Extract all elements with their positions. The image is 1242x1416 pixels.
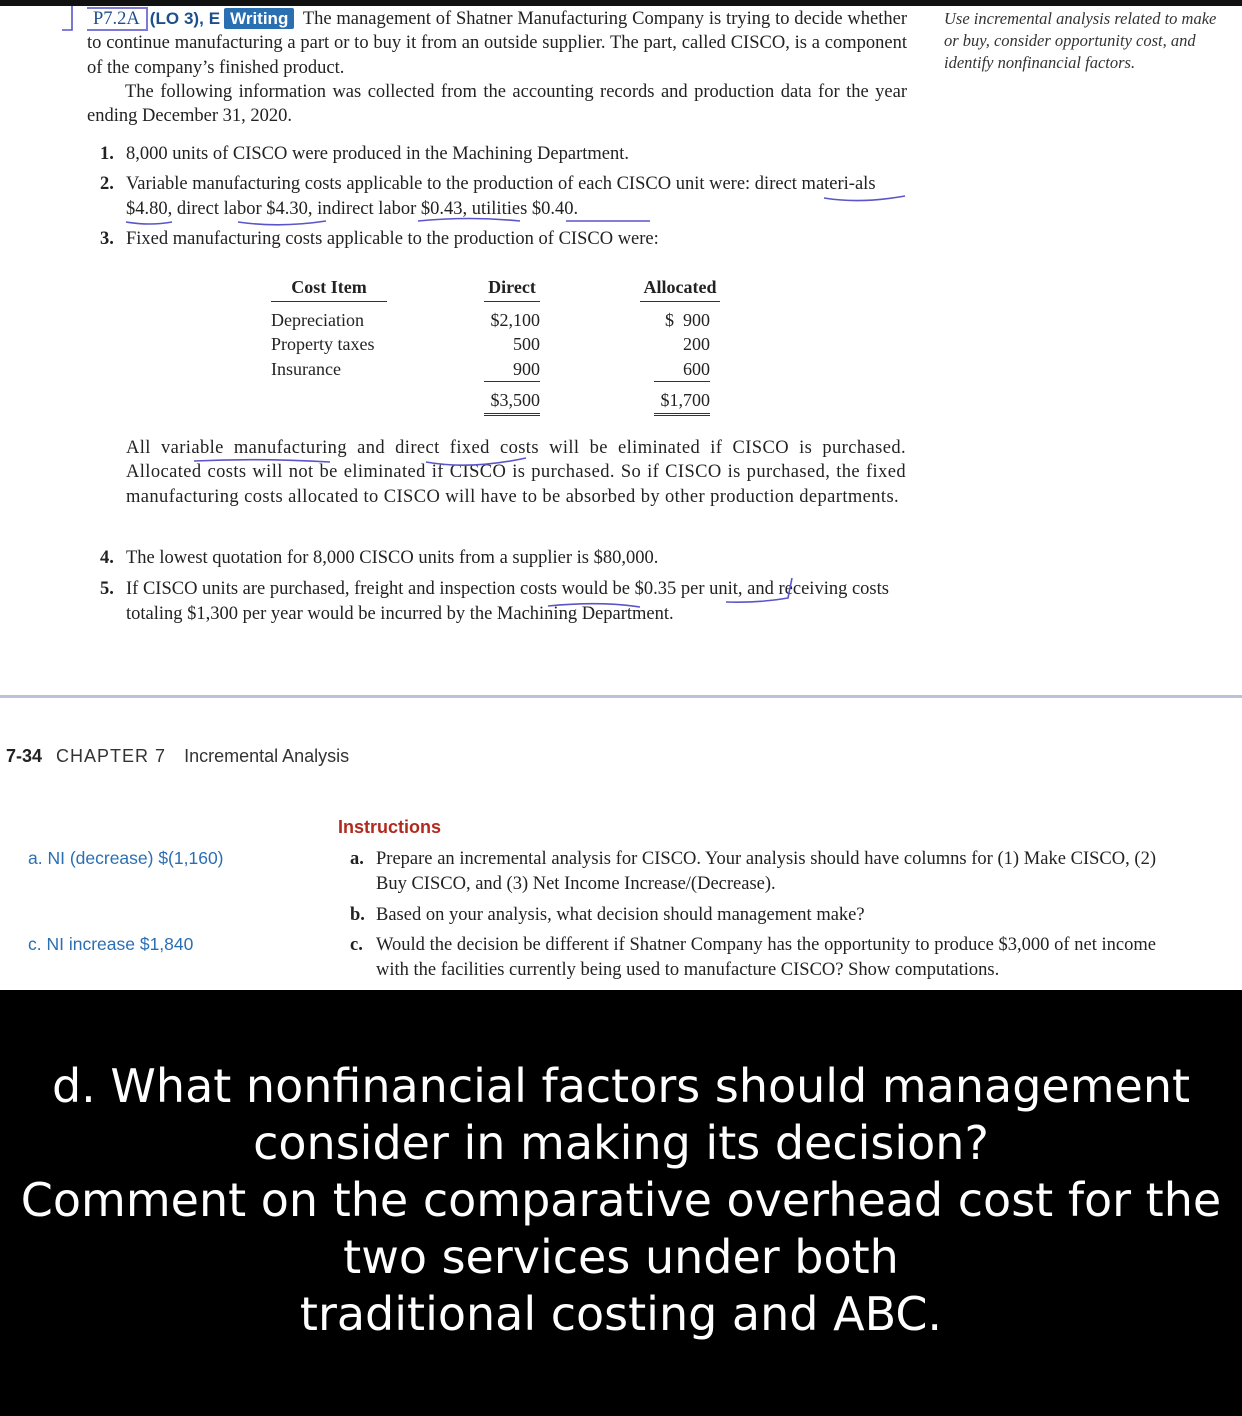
instruction-item [350,847,1156,897]
instructions-heading: Instructions [338,817,442,837]
underline-mark [238,221,326,225]
item-text: If CISCO units are purchased, freight and inspection costs would be $0.35 per unit, and receiving costs totaling $1,300 per year would be incurred by the Machining Department. [126,579,889,624]
instruction-letter: b. [350,905,365,925]
chapter-label: CHAPTER 7 [56,746,167,766]
underline-mark [126,222,172,224]
answer-a: a. NI (decrease) $(1,160) [28,848,224,868]
item-number: 4. [100,548,114,568]
table-cell: Depreciation [271,309,364,330]
item-text: Variable manufacturing costs applicable to the production of each CISCO unit were: direct materi-als $4.80, direct labor $4.30, indirect labor $0.43, utilities $0.40. [126,174,876,219]
writing-badge: Writing [224,8,294,29]
underline-mark [824,196,905,201]
table-header: Cost Item [271,275,387,302]
instruction-item [350,903,1156,928]
underline-mark [194,460,330,462]
item-text: The lowest quotation for 8,000 CISCO units from a supplier is $80,000. [126,548,659,568]
table-total: $1,700 [654,388,710,416]
page-number: 7-34 [6,746,43,766]
underline-mark [418,219,520,222]
note-paragraph: All variable manufacturing and direct fixed costs will be eliminated if CISCO is purchased. Allocated costs will not be eliminated if CISCO is purchased. So if CISCO is purchased, the fixed manufacturing costs allocated to CISCO will have to be absorbed by other production departments. [126,438,906,507]
problem-number: P7.2A [87,7,148,31]
underline-mark [548,604,640,607]
overlay-question [0,1058,1242,1343]
overlay-line: traditional costing and ABC. [299,1287,943,1341]
page-footer [6,746,349,767]
instruction-text: Prepare an incremental analysis for CISCO. Your analysis should have columns for (1) Make CISCO, (2) Buy CISCO, and (3) Net Income Increase/(Decrease). [376,849,1156,894]
instruction-text: Would the decision be different if Shatner Company has the opportunity to produce $3,000 of net income with the facilities currently being used to manufacture CISCO? Show computations. [376,935,1156,980]
table-cell: 500 [513,334,540,354]
item-text: Fixed manufacturing costs applicable to the production of CISCO were: [126,229,659,249]
table-total: $3,500 [484,388,540,416]
chapter-title: Incremental Analysis [184,746,350,766]
underline-mark [426,458,526,465]
item-number: 1. [100,144,114,164]
overlay-line: consider in making its decision? [253,1116,989,1170]
instruction-item [350,933,1156,983]
learning-objective: (LO 3), E [149,9,221,28]
bracket-mark [62,6,72,30]
handwritten-marks [0,0,1242,700]
table-cell: $2,100 [490,309,540,330]
instruction-text: Based on your analysis, what decision should management make? [376,905,865,925]
table-cell: 600 [654,357,710,383]
table-header: Allocated [640,275,720,302]
table-cell: 200 [683,334,710,354]
item-number: 3. [100,229,114,249]
item-number: 5. [100,579,114,599]
table-header: Direct [484,275,540,302]
item-number: 2. [100,174,114,194]
problem-info: The following information was collected from the accounting records and production data for the year ending December 31, 2020. [87,82,907,127]
table-cell: Insurance [271,358,341,379]
underline-mark [726,578,792,602]
section-divider [0,695,1242,698]
side-note: Use incremental analysis related to make or buy, consider opportunity cost, and identify nonfinancial factors. [944,9,1217,72]
instruction-letter: a. [350,849,364,869]
instruction-letter: c. [350,935,363,955]
table-cell: 900 [484,357,540,383]
overlay-line: d. What nonfinancial factors should management [51,1059,1191,1113]
item-text: 8,000 units of CISCO were produced in the Machining Department. [126,144,629,164]
problem-intro-text: The management of Shatner Manufacturing Company is trying to decide whether to continue manufacturing a part or to buy it from an outside supplier. The part, called CISCO, is a component of the company’s finished product. [87,9,907,78]
overlay-line: Comment on the comparative overhead cost for the [20,1173,1222,1227]
table-cell: Property taxes [271,334,375,354]
overlay-line: two services under both [343,1230,899,1284]
table-cell: $ 900 [665,309,710,330]
answer-c: c. NI increase $1,840 [28,934,194,954]
